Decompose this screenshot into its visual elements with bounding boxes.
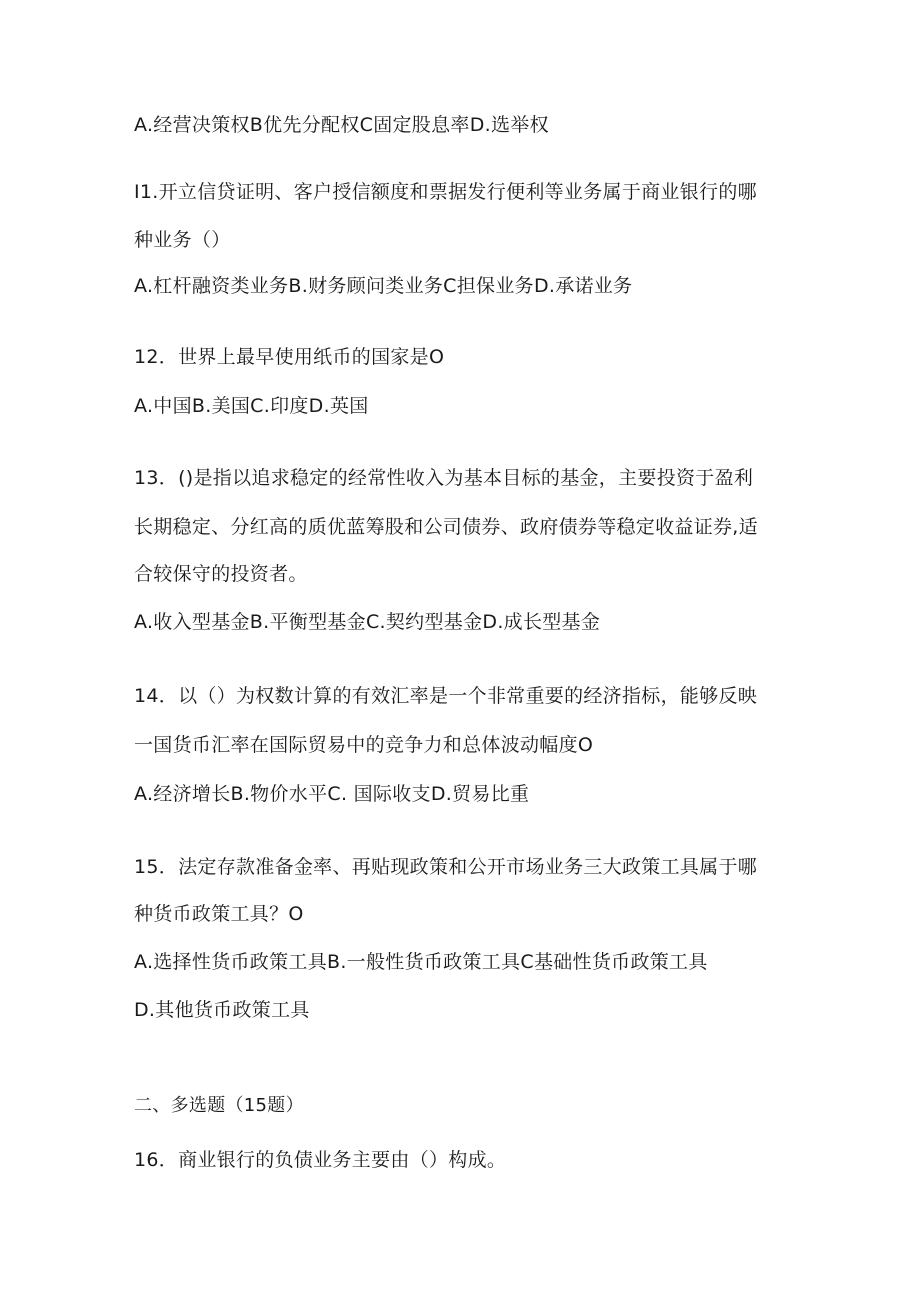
question-14-text-cont: 一国货币汇率在国际贸易中的竞争力和总体波动幅度O <box>134 734 594 756</box>
question-13-options: A.收入型基金B.平衡型基金C.契约型基金D.成长型基金 <box>134 611 601 633</box>
question-13-text: 13．()是指以追求稳定的经常性收入为基本目标的基金，主要投资于盈利 <box>134 467 754 489</box>
question-14-text: 14．以（）为权数计算的有效汇率是一个非常重要的经济指标，能够反映 <box>134 685 758 707</box>
question-15-text-cont: 种货币政策工具？O <box>134 903 304 925</box>
question-12-options: A.中国B.美国C.印度D.英国 <box>134 395 369 417</box>
question-10-options: A.经营决策权B优先分配权C固定股息率D.选举权 <box>134 114 549 136</box>
question-11-text-cont: 种业务（） <box>134 229 231 251</box>
question-13-text-cont-1: 长期稳定、分红高的质优蓝筹股和公司债券、政府债券等稳定收益证券,适 <box>134 516 758 538</box>
question-14-options: A.经济增长B.物价水平C. 国际收支D.贸易比重 <box>134 783 530 805</box>
question-15-options-cont: D.其他货币政策工具 <box>134 999 310 1021</box>
question-12-text: 12．世界上最早使用纸币的国家是O <box>134 346 445 368</box>
question-15-text: 15．法定存款准备金率、再贴现政策和公开市场业务三大政策工具属于哪 <box>134 856 758 878</box>
question-11-options: A.杠杆融资类业务B.财务顾问类业务C担保业务D.承诺业务 <box>134 275 633 297</box>
question-15-options: A.选择性货币政策工具B.一般性货币政策工具C基础性货币政策工具 <box>134 951 708 973</box>
question-16-text: 16．商业银行的负债业务主要由（）构成。 <box>134 1149 507 1171</box>
question-11-text: I1.开立信贷证明、客户授信额度和票据发行便利等业务属于商业银行的哪 <box>134 181 757 203</box>
question-13-text-cont-2: 合较保守的投资者。 <box>134 563 308 585</box>
section-heading-multiple-choice: 二、多选题（15题） <box>134 1095 304 1116</box>
